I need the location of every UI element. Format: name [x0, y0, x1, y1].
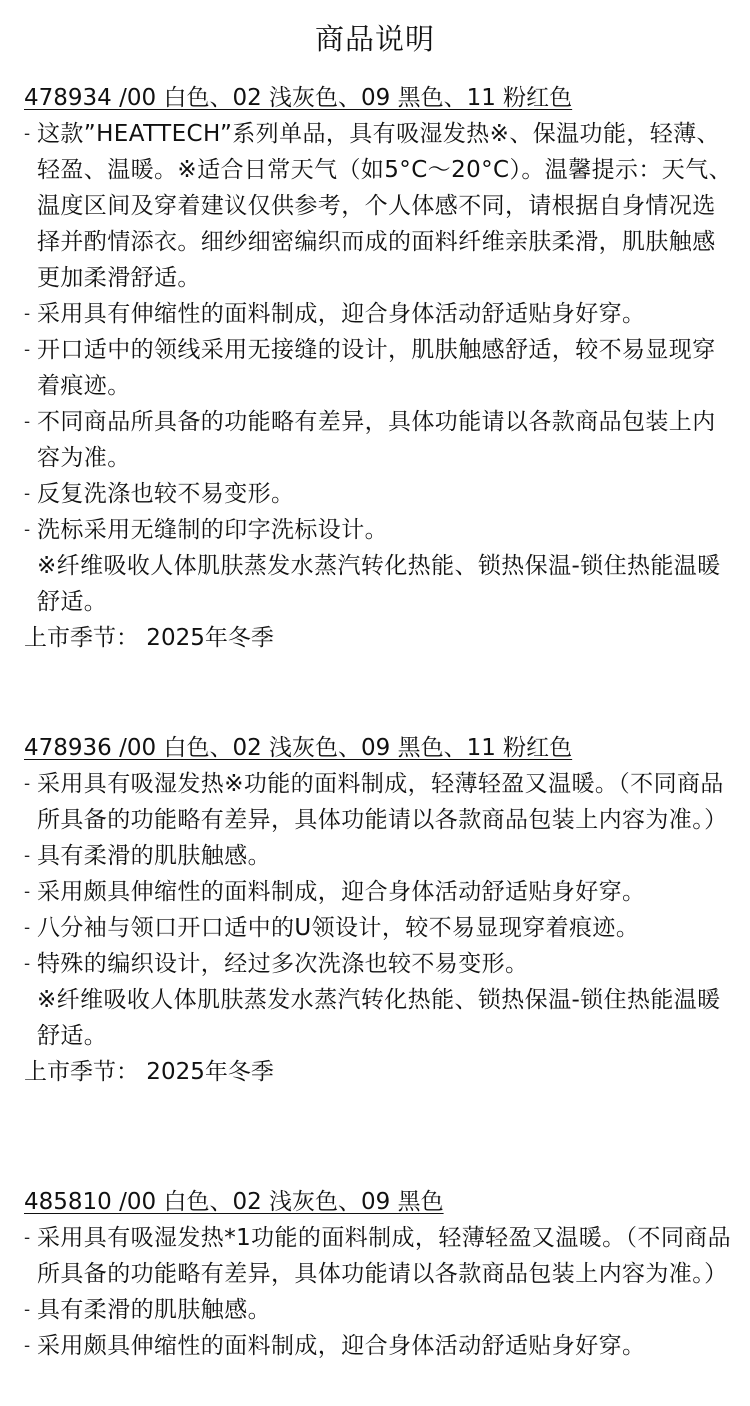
footnote: ※纤维吸收人体肌肤蒸发水蒸汽转化热能、锁热保温-锁住热能温暖舒适。	[37, 553, 721, 615]
product-section-478936	[24, 730, 734, 1090]
feature-item	[24, 332, 734, 404]
feature-item	[24, 1292, 734, 1328]
release-season: 上市季节： 2025年冬季	[24, 625, 274, 651]
bullet-dash: -	[24, 1228, 31, 1248]
feature-text: 八分袖与领口开口适中的U领设计，较不易显现穿着痕迹。	[37, 915, 640, 941]
bullet-dash: -	[24, 1300, 31, 1320]
feature-text: 不同商品所具备的功能略有差异，具体功能请以各款商品包装上内容为准。	[37, 409, 716, 471]
bullet-dash: -	[24, 340, 31, 360]
bullet-dash: -	[24, 954, 31, 974]
bullet-dash: -	[24, 304, 31, 324]
feature-text: 采用颇具伸缩性的面料制成，迎合身体活动舒适贴身好穿。	[37, 879, 646, 905]
bullet-dash: -	[24, 918, 31, 938]
feature-item	[24, 404, 734, 476]
product-section-485810	[24, 1184, 734, 1364]
feature-item	[24, 1328, 734, 1364]
release-season: 上市季节： 2025年冬季	[24, 1059, 274, 1085]
feature-text: 采用具有伸缩性的面料制成，迎合身体活动舒适贴身好穿。	[37, 301, 646, 327]
feature-item	[24, 946, 734, 982]
product-section-478934	[24, 80, 734, 656]
bullet-dash: -	[24, 520, 31, 540]
product-heading: 485810 /00 白色、02 浅灰色、09 黑色	[24, 1189, 444, 1215]
feature-text: 开口适中的领线采用无接缝的设计，肌肤触感舒适，较不易显现穿着痕迹。	[37, 337, 716, 399]
bullet-dash: -	[24, 774, 31, 794]
feature-item	[24, 512, 734, 548]
product-heading: 478936 /00 白色、02 浅灰色、09 黑色、11 粉红色	[24, 735, 573, 761]
feature-text: 具有柔滑的肌肤触感。	[37, 843, 271, 869]
feature-text: 特殊的编织设计，经过多次洗涤也较不易变形。	[37, 951, 529, 977]
feature-text: 这款”HEATTECH”系列单品，具有吸湿发热※、保温功能，轻薄、轻盈、温暖。※适合日常天气（如5°C～20°C）。温馨提示：天气、温度区间及穿着建议仅供参考，个人体感不同，请根据自身情况选择并酌情添衣。细纱细密编织而成的面料纤维亲肤柔滑，肌肤触感更加柔滑舒适。	[37, 121, 732, 291]
feature-text: 具有柔滑的肌肤触感。	[37, 1297, 271, 1323]
bullet-dash: -	[24, 882, 31, 902]
feature-item	[24, 476, 734, 512]
bullet-dash: -	[24, 484, 31, 504]
bullet-dash: -	[24, 412, 31, 432]
feature-item	[24, 874, 734, 910]
page-title: 商品说明	[314, 22, 435, 56]
feature-item	[24, 766, 734, 838]
footnote: ※纤维吸收人体肌肤蒸发水蒸汽转化热能、锁热保温-锁住热能温暖舒适。	[37, 987, 721, 1049]
feature-item	[24, 116, 734, 296]
feature-item	[24, 296, 734, 332]
product-heading: 478934 /00 白色、02 浅灰色、09 黑色、11 粉红色	[24, 85, 573, 111]
bullet-dash: -	[24, 846, 31, 866]
bullet-dash: -	[24, 1336, 31, 1356]
feature-text: 反复洗涤也较不易变形。	[37, 481, 295, 507]
feature-text: 采用具有吸湿发热*1功能的面料制成，轻薄轻盈又温暖。（不同商品所具备的功能略有差异，具体功能请以各款商品包装上内容为准。）	[37, 1225, 732, 1287]
feature-text: 采用颇具伸缩性的面料制成，迎合身体活动舒适贴身好穿。	[37, 1333, 646, 1359]
feature-text: 采用具有吸湿发热※功能的面料制成，轻薄轻盈又温暖。（不同商品所具备的功能略有差异，具体功能请以各款商品包装上内容为准。）	[37, 771, 728, 833]
feature-text: 洗标采用无缝制的印字洗标设计。	[37, 517, 388, 543]
feature-item	[24, 838, 734, 874]
bullet-dash: -	[24, 124, 31, 144]
feature-item	[24, 910, 734, 946]
feature-item	[24, 1220, 734, 1292]
